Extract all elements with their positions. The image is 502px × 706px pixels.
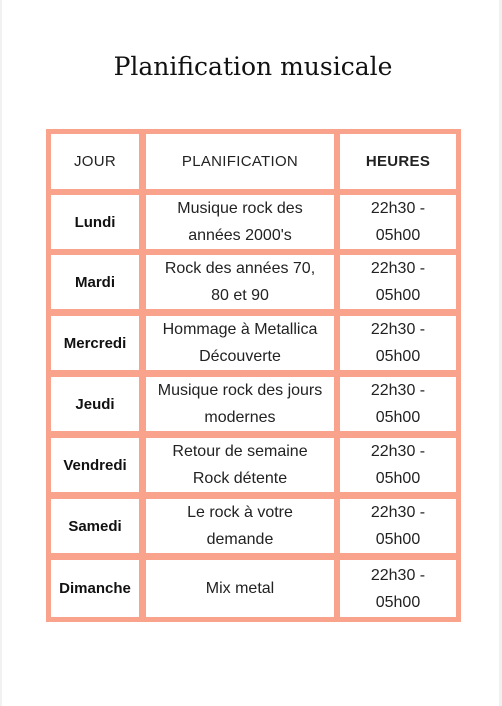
hours-end: 05h00 [375, 409, 421, 426]
plan-line-2: 80 et 90 [211, 287, 269, 304]
cell-day: Lundi [51, 195, 139, 249]
cell-day: Jeudi [51, 377, 139, 431]
plan-line-1: Rock des années 70, [164, 260, 316, 277]
cell-hours [340, 316, 456, 370]
hours-start: 22h30 - [370, 321, 426, 338]
header-plan: PLANIFICATION [146, 134, 334, 189]
plan-line-2: demande [206, 531, 274, 548]
hours-start: 22h30 - [370, 200, 426, 217]
hours-start: 22h30 - [370, 566, 426, 584]
cell-hours [340, 255, 456, 309]
plan-line-1: Hommage à Metallica [162, 321, 318, 338]
cell-plan [146, 438, 334, 492]
cell-plan [146, 316, 334, 370]
plan-line-2: Rock détente [192, 470, 288, 487]
cell-plan [146, 560, 334, 617]
plan-line-2: modernes [204, 409, 276, 426]
plan-line-1: Le rock à votre [187, 504, 293, 521]
schedule-table [46, 129, 461, 622]
cell-plan [146, 377, 334, 431]
cell-hours [340, 195, 456, 249]
hours-end: 05h00 [375, 593, 421, 611]
plan-line-1: Musique rock des jours [157, 382, 323, 399]
cell-hours [340, 438, 456, 492]
plan-line-1: Musique rock des [177, 200, 303, 217]
hours-start: 22h30 - [370, 504, 426, 521]
cell-hours [340, 377, 456, 431]
cell-plan [146, 195, 334, 249]
document-title: Planification musicale [113, 52, 393, 81]
cell-day: Samedi [51, 499, 139, 553]
hours-start: 22h30 - [370, 443, 426, 460]
header-day: JOUR [51, 134, 139, 189]
cell-hours [340, 560, 456, 617]
hours-end: 05h00 [375, 227, 421, 244]
cell-day: Mercredi [51, 316, 139, 370]
hours-start: 22h30 - [370, 382, 426, 399]
cell-day: Mardi [51, 255, 139, 309]
hours-end: 05h00 [375, 531, 421, 548]
cell-hours [340, 499, 456, 553]
hours-end: 05h00 [375, 287, 421, 304]
cell-day: Vendredi [51, 438, 139, 492]
header-hours: HEURES [340, 134, 456, 189]
cell-plan [146, 255, 334, 309]
cell-plan [146, 499, 334, 553]
hours-end: 05h00 [375, 470, 421, 487]
plan-line-2: Découverte [199, 348, 281, 365]
hours-end: 05h00 [375, 348, 421, 365]
hours-start: 22h30 - [370, 260, 426, 277]
plan-line-2: années 2000's [188, 227, 292, 244]
cell-day: Dimanche [51, 560, 139, 617]
plan-line-1: Mix metal [205, 580, 275, 597]
plan-line-1: Retour de semaine [172, 443, 308, 460]
document-page [2, 0, 499, 706]
